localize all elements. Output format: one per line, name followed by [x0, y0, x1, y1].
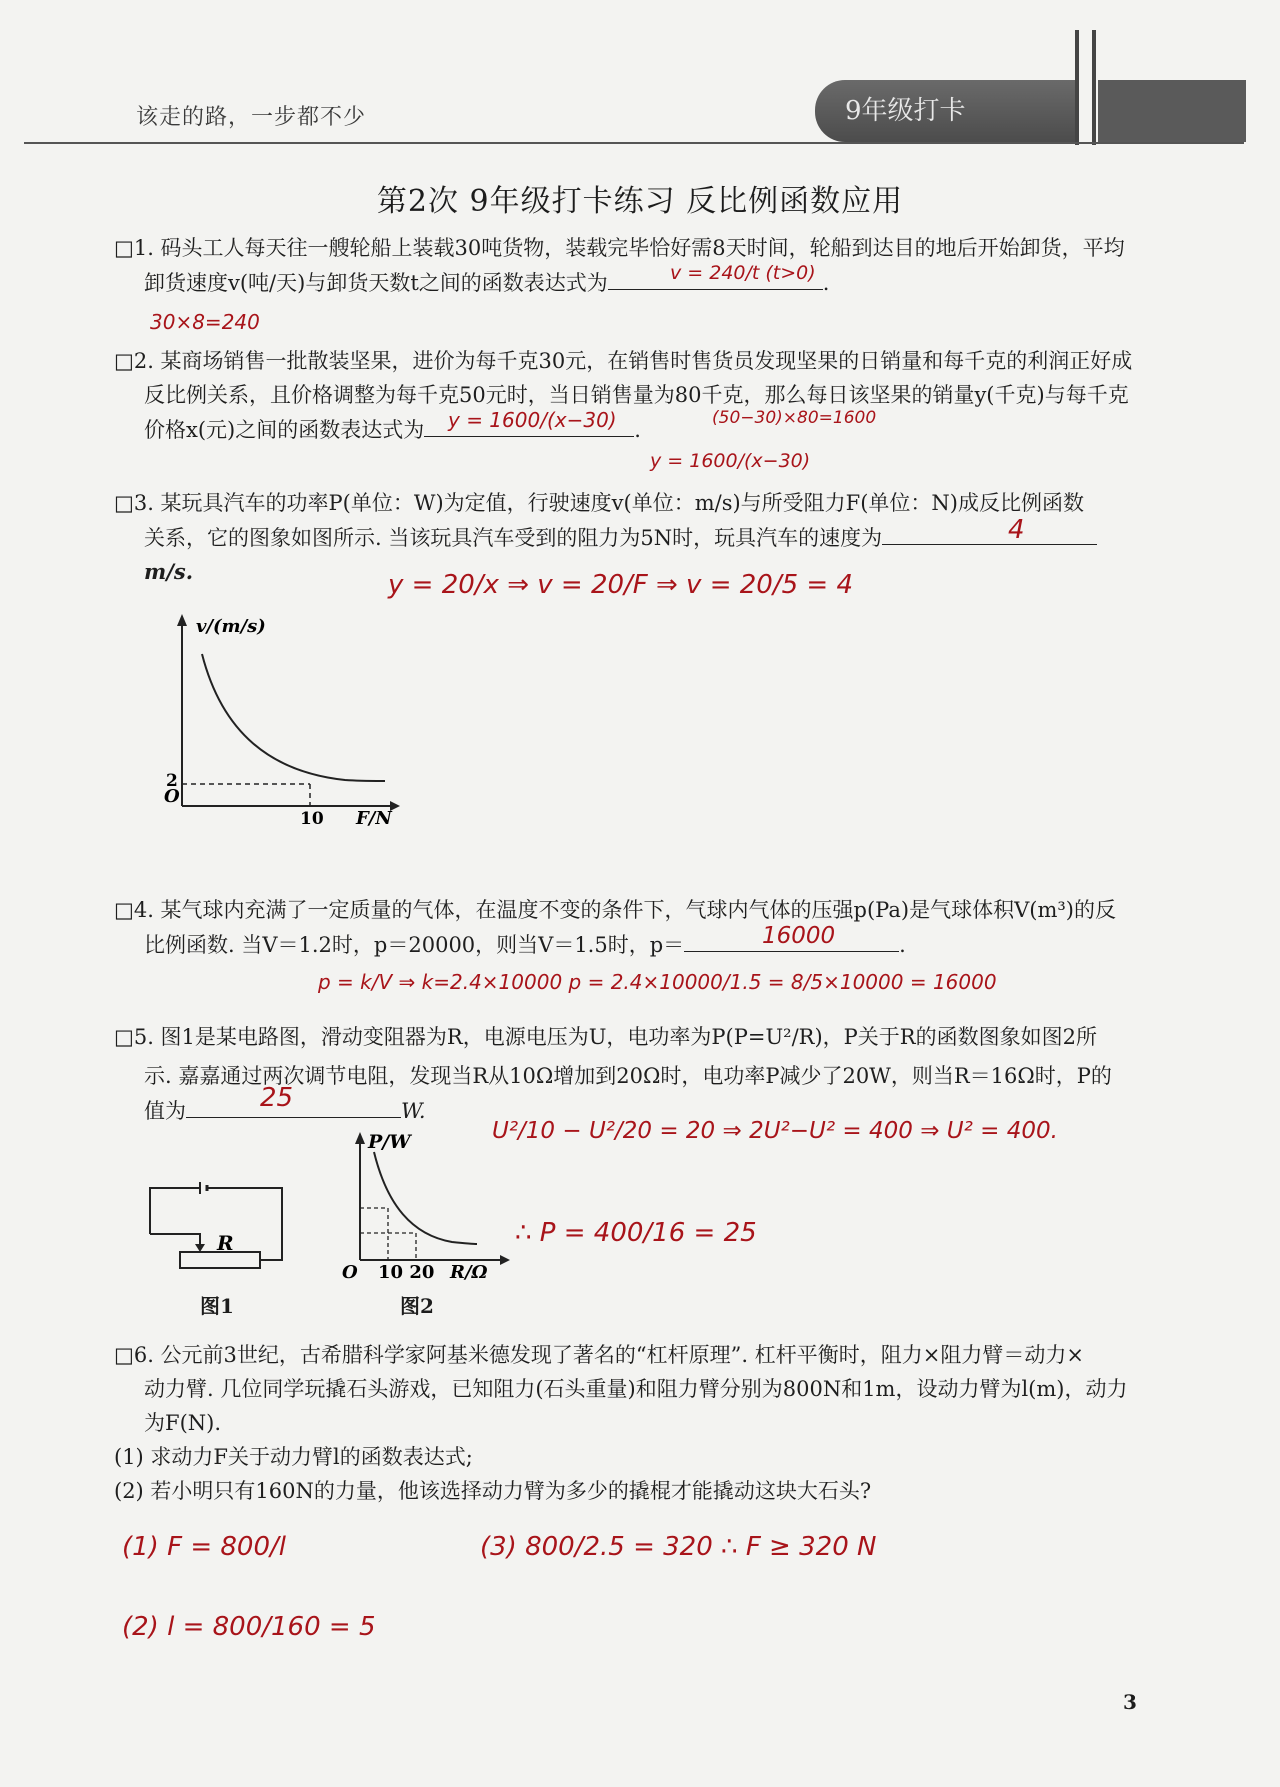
- y-axis-label: P/W: [368, 1131, 411, 1153]
- question-5-unit: W.: [401, 1099, 426, 1123]
- page-number: 3: [1123, 1690, 1137, 1714]
- header-rule: [24, 142, 1244, 144]
- question-4: [114, 893, 1174, 962]
- question-3-line: □3. 某玩具汽车的功率P(单位：W)为定值，行驶速度v(单位：m/s)与所受阻力F(单位：N)成反比例函数: [114, 491, 1084, 515]
- inverse-curve: [202, 654, 385, 781]
- question-1-end: .: [822, 271, 830, 295]
- question-6-sub: (1) 求动力F关于动力臂l的函数表达式;: [114, 1445, 473, 1469]
- question-2-line: [114, 412, 1174, 447]
- question-2: [114, 344, 1174, 447]
- question-4-end: .: [899, 933, 906, 957]
- q3-graph: [160, 612, 410, 828]
- question-2-text: 价格x(元)之间的函数表达式为: [144, 418, 425, 442]
- question-6-line: 动力臂. 几位同学玩撬石头游戏，已知阻力(石头重量)和阻力臂分别为800N和1m，设动力臂为l(m)，动力: [144, 1377, 1128, 1401]
- origin-label: O: [164, 786, 180, 807]
- work-q2: (50−30)×80=1600: [712, 408, 877, 428]
- y-tick-label: 2: [166, 771, 178, 791]
- question-6: [114, 1338, 1174, 1508]
- answer-q5: 25: [260, 1083, 294, 1113]
- work-q4: p = k/V ⇒ k=2.4×10000 p = 2.4×10000/1.5 = 8/5×10000 = 16000: [318, 970, 997, 994]
- question-1-line: [114, 265, 1174, 300]
- circuit-figure: [145, 1180, 295, 1275]
- figure-1-caption: 图1: [200, 1294, 234, 1318]
- work-q6: (1) F = 800/l: [122, 1532, 286, 1562]
- question-6-line: □6. 公元前3世纪，古希腊科学家阿基米德发现了著名的“杠杆原理”. 杠杆平衡时，阻力×阻力臂＝动力×: [114, 1343, 1084, 1367]
- wire: [150, 1188, 200, 1234]
- y-axis-arrow: [177, 614, 187, 626]
- header-badge: 9年级打卡: [815, 80, 1075, 142]
- header-block: [1098, 80, 1246, 142]
- slider-arrow-icon: [195, 1244, 205, 1252]
- work-q5: U²/10 − U²/20 = 20 ⇒ 2U²−U² = 400 ⇒ U² = 400.: [492, 1118, 1058, 1144]
- header-motto: 该走的路，一步都不少: [136, 105, 367, 130]
- answer-q4: 16000: [762, 923, 836, 949]
- work-q1: 30×8=240: [150, 310, 260, 334]
- work-q5: ∴ P = 400/16 = 25: [515, 1218, 757, 1248]
- x-axis-arrow: [500, 1255, 510, 1265]
- work-q6: (2) l = 800/160 = 5: [122, 1612, 376, 1642]
- inverse-curve: [374, 1152, 477, 1244]
- y-axis-arrow: [355, 1132, 365, 1144]
- answer-blank: [186, 1093, 401, 1118]
- answer-blank: [882, 520, 1097, 545]
- question-3-line: m/s.: [144, 559, 194, 584]
- answer-q3: 4: [1008, 515, 1025, 545]
- question-4-line: [114, 927, 1174, 962]
- page-title: 第2次 9年级打卡练习 反比例函数应用: [376, 184, 904, 219]
- x-tick-label: 10: [300, 809, 324, 828]
- question-2-line: □2. 某商场销售一批散装坚果，进价为每千克30元，在销售时售货员发现坚果的日销量和每千克的利润正好成: [114, 349, 1133, 373]
- question-3-text: 关系，它的图象如图所示. 当该玩具汽车受到的阻力为5N时，玩具汽车的速度为: [144, 526, 883, 550]
- y-axis-label: v/(m/s): [196, 616, 266, 637]
- answer-q1: v = 240/t (t>0): [670, 262, 816, 284]
- question-4-line: □4. 某气球内充满了一定质量的气体，在温度不变的条件下，气球内气体的压强p(Pa)是气球体积V(m³)的反: [114, 898, 1116, 922]
- question-5-line: □5. 图1是某电路图，滑动变阻器为R，电源电压为U，电功率为P(P=U²/R)，P关于R的函数图象如图2所: [114, 1025, 1097, 1049]
- origin-label: O: [342, 1262, 358, 1280]
- header-bar: [1075, 30, 1079, 145]
- x-tick-labels: 10 20: [378, 1262, 435, 1280]
- question-6-sub: (2) 若小明只有160N的力量，他该选择动力臂为多少的撬棍才能撬动这块大石头?: [114, 1479, 872, 1503]
- question-1-text: 卸货速度v(吨/天)与卸货天数t之间的函数表达式为: [144, 271, 608, 295]
- work-q3: y = 20/x ⇒ v = 20/F ⇒ v = 20/5 = 4: [388, 570, 854, 600]
- question-2-line: 反比例关系，且价格调整为每千克50元时，当日销售量为80千克，那么每日该坚果的销量y(千克)与每千克: [144, 383, 1129, 407]
- work-q2: y = 1600/(x−30): [650, 450, 811, 472]
- answer-q2: y = 1600/(x−30): [448, 408, 617, 432]
- x-axis-label: R/Ω: [450, 1262, 488, 1280]
- question-2-end: .: [634, 418, 641, 442]
- power-graph: [342, 1130, 512, 1280]
- header-bar: [1092, 30, 1096, 145]
- x-axis-label: F/N: [356, 808, 392, 828]
- question-5-line: 示. 嘉嘉通过两次调节电阻，发现当R从10Ω增加到20Ω时，电功率P减少了20W，则当R＝16Ω时，P的: [144, 1064, 1112, 1088]
- question-6-line: 为F(N).: [144, 1411, 222, 1435]
- resistor-label: R: [217, 1231, 234, 1255]
- question-5-text: 值为: [144, 1099, 186, 1123]
- question-1: [114, 231, 1174, 300]
- question-1-line: □1. 码头工人每天往一艘轮船上装载30吨货物，装载完毕恰好需8天时间，轮船到达目的地后开始卸货，平均: [114, 236, 1125, 260]
- question-4-text: 比例函数. 当V＝1.2时，p＝20000，则当V＝1.5时，p＝: [144, 933, 685, 957]
- work-q6: (3) 800/2.5 = 320 ∴ F ≥ 320 N: [480, 1532, 877, 1562]
- wire: [150, 1234, 200, 1248]
- figure-2-caption: 图2: [400, 1294, 434, 1318]
